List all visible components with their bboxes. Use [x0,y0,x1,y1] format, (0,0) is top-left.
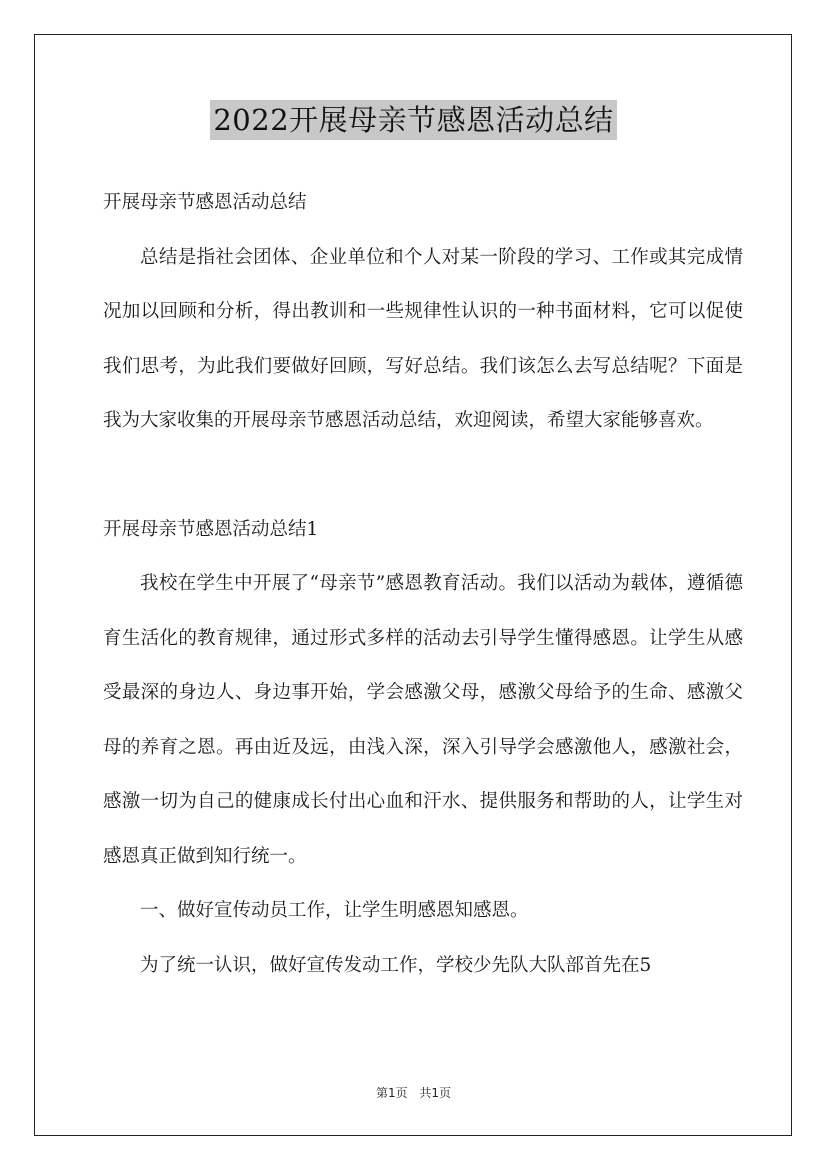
section-heading: 开展母亲节感恩活动总结 [103,192,307,213]
blank-line [103,449,743,503]
document-title: 2022开展母亲节感恩活动总结 [210,100,616,140]
section-heading-1: 开展母亲节感恩活动总结1 [103,518,319,540]
page-footer [0,1084,827,1101]
subsection-heading: 一、做好宣传动员工作，让学生明感恩知感恩。 [140,900,529,921]
page-total: 共1页 [419,1086,452,1100]
page-number: 第1页 [375,1086,408,1100]
body-paragraph: 我校在学生中开展了“母亲节”感恩教育活动。我们以活动为载体，遵循德育生活化的教育规律，通过形式多样的活动去引导学生懂得感恩。让学生从感受最深的身边人、身边事开始，学会感激父母，感激父母给予的生命、感激父母的养育之恩。再由近及远，由浅入深，深入引导学会感激他人，感激社会，感激一切为自己的健康成长付出心血和汗水、提供服务和帮助的人，让学生对感恩真正做到知行统一。 [103,573,743,867]
title-container [0,100,827,140]
body-paragraph: 为了统一认识，做好宣传发动工作，学校少先队大队部首先在5 [140,954,652,976]
intro-paragraph: 总结是指社会团体、企业单位和个人对某一阶段的学习、工作或其完成情况加以回顾和分析，得出教训和一些规律性认识的一种书面材料，它可以促使我们思考，为此我们要做好回顾，写好总结。我们该怎么去写总结呢？下面是我为大家收集的开展母亲节感恩活动总结，欢迎阅读，希望大家能够喜欢。 [103,246,743,431]
document-body [103,176,743,993]
